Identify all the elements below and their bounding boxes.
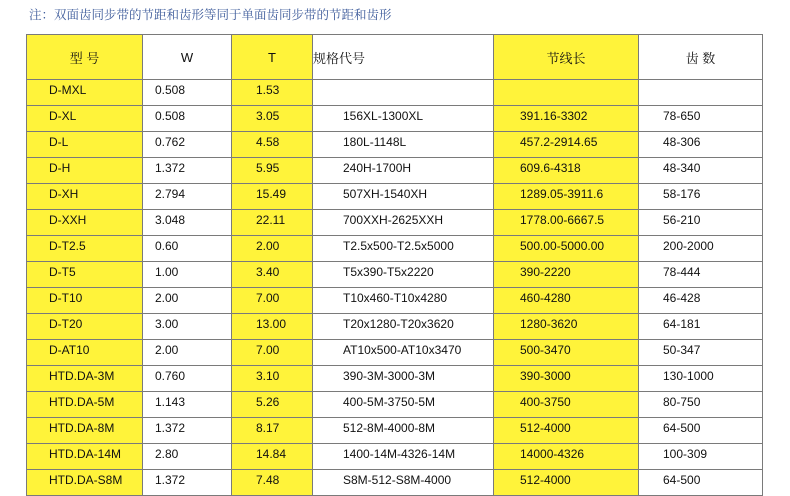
cell-model: D-XL (27, 106, 143, 132)
cell-teeth: 64-500 (639, 470, 763, 496)
cell-spec: 512-8M-4000-8M (313, 418, 494, 444)
cell-spec: 156XL-1300XL (313, 106, 494, 132)
table-row (27, 236, 763, 262)
table-row (27, 444, 763, 470)
cell-pitch-length: 390-3000 (494, 366, 639, 392)
table-row (27, 314, 763, 340)
cell-pitch-length: 1289.05-3911.6 (494, 184, 639, 210)
cell-w: 2.794 (143, 184, 232, 210)
cell-t: 7.00 (232, 288, 313, 314)
header-pitch-length: 节线长 (494, 35, 639, 80)
cell-teeth: 64-181 (639, 314, 763, 340)
cell-pitch-length: 1778.00-6667.5 (494, 210, 639, 236)
cell-spec: 180L-1148L (313, 132, 494, 158)
cell-w: 3.00 (143, 314, 232, 340)
cell-teeth: 46-428 (639, 288, 763, 314)
table-row (27, 262, 763, 288)
cell-w: 0.508 (143, 106, 232, 132)
table-header-row (27, 35, 763, 80)
cell-spec: T2.5x500-T2.5x5000 (313, 236, 494, 262)
cell-pitch-length: 390-2220 (494, 262, 639, 288)
cell-w: 0.60 (143, 236, 232, 262)
cell-spec: 240H-1700H (313, 158, 494, 184)
header-t: T (232, 35, 313, 80)
cell-spec: 507XH-1540XH (313, 184, 494, 210)
cell-spec: 1400-14M-4326-14M (313, 444, 494, 470)
cell-w: 1.143 (143, 392, 232, 418)
cell-model: HTD.DA-3M (27, 366, 143, 392)
cell-teeth: 50-347 (639, 340, 763, 366)
cell-teeth: 64-500 (639, 418, 763, 444)
table-row (27, 106, 763, 132)
cell-model: D-T20 (27, 314, 143, 340)
cell-pitch-length: 500.00-5000.00 (494, 236, 639, 262)
table-row (27, 132, 763, 158)
cell-teeth (639, 80, 763, 106)
cell-pitch-length: 512-4000 (494, 418, 639, 444)
cell-t: 3.10 (232, 366, 313, 392)
cell-spec: AT10x500-AT10x3470 (313, 340, 494, 366)
cell-teeth: 48-306 (639, 132, 763, 158)
cell-pitch-length: 14000-4326 (494, 444, 639, 470)
cell-model: D-T10 (27, 288, 143, 314)
cell-t: 2.00 (232, 236, 313, 262)
cell-pitch-length: 512-4000 (494, 470, 639, 496)
cell-pitch-length: 391.16-3302 (494, 106, 639, 132)
table-row (27, 80, 763, 106)
cell-w: 1.00 (143, 262, 232, 288)
cell-pitch-length (494, 80, 639, 106)
table-row (27, 366, 763, 392)
header-spec: 规格代号 (313, 35, 494, 80)
cell-t: 7.48 (232, 470, 313, 496)
cell-teeth: 80-750 (639, 392, 763, 418)
cell-model: D-H (27, 158, 143, 184)
table-row (27, 418, 763, 444)
cell-t: 1.53 (232, 80, 313, 106)
cell-model: D-XH (27, 184, 143, 210)
cell-teeth: 48-340 (639, 158, 763, 184)
cell-t: 5.26 (232, 392, 313, 418)
cell-model: D-T2.5 (27, 236, 143, 262)
cell-model: HTD.DA-5M (27, 392, 143, 418)
cell-model: D-L (27, 132, 143, 158)
table-row (27, 158, 763, 184)
cell-pitch-length: 609.6-4318 (494, 158, 639, 184)
cell-t: 13.00 (232, 314, 313, 340)
table-note: 注：双面齿同步带的节距和齿形等同于单面齿同步带的节距和齿形 (29, 7, 392, 22)
table-row (27, 184, 763, 210)
cell-t: 22.11 (232, 210, 313, 236)
cell-teeth: 58-176 (639, 184, 763, 210)
cell-pitch-length: 457.2-2914.65 (494, 132, 639, 158)
cell-t: 15.49 (232, 184, 313, 210)
cell-teeth: 78-650 (639, 106, 763, 132)
cell-model: D-T5 (27, 262, 143, 288)
cell-teeth: 78-444 (639, 262, 763, 288)
cell-t: 4.58 (232, 132, 313, 158)
table-row (27, 288, 763, 314)
cell-spec: T20x1280-T20x3620 (313, 314, 494, 340)
cell-w: 1.372 (143, 470, 232, 496)
cell-w: 1.372 (143, 418, 232, 444)
table-row (27, 392, 763, 418)
cell-pitch-length: 400-3750 (494, 392, 639, 418)
cell-spec: 700XXH-2625XXH (313, 210, 494, 236)
header-model: 型 号 (27, 35, 143, 80)
cell-model: HTD.DA-14M (27, 444, 143, 470)
cell-spec: T5x390-T5x2220 (313, 262, 494, 288)
table-row (27, 470, 763, 496)
cell-model: HTD.DA-S8M (27, 470, 143, 496)
cell-t: 3.05 (232, 106, 313, 132)
cell-pitch-length: 1280-3620 (494, 314, 639, 340)
cell-w: 0.508 (143, 80, 232, 106)
table-row (27, 210, 763, 236)
cell-model: D-XXH (27, 210, 143, 236)
cell-pitch-length: 500-3470 (494, 340, 639, 366)
cell-spec: T10x460-T10x4280 (313, 288, 494, 314)
cell-w: 2.80 (143, 444, 232, 470)
cell-t: 14.84 (232, 444, 313, 470)
cell-teeth: 130-1000 (639, 366, 763, 392)
cell-t: 5.95 (232, 158, 313, 184)
header-teeth: 齿 数 (639, 35, 763, 80)
timing-belt-spec-table (26, 34, 763, 496)
header-w: W (143, 35, 232, 80)
cell-w: 1.372 (143, 158, 232, 184)
cell-w: 0.762 (143, 132, 232, 158)
cell-t: 7.00 (232, 340, 313, 366)
table-row (27, 340, 763, 366)
cell-model: D-AT10 (27, 340, 143, 366)
cell-spec (313, 80, 494, 106)
cell-pitch-length: 460-4280 (494, 288, 639, 314)
cell-spec: S8M-512-S8M-4000 (313, 470, 494, 496)
cell-spec: 390-3M-3000-3M (313, 366, 494, 392)
cell-w: 3.048 (143, 210, 232, 236)
cell-spec: 400-5M-3750-5M (313, 392, 494, 418)
cell-model: HTD.DA-8M (27, 418, 143, 444)
cell-w: 2.00 (143, 340, 232, 366)
cell-model: D-MXL (27, 80, 143, 106)
cell-teeth: 56-210 (639, 210, 763, 236)
cell-w: 0.760 (143, 366, 232, 392)
cell-teeth: 200-2000 (639, 236, 763, 262)
cell-teeth: 100-309 (639, 444, 763, 470)
cell-t: 8.17 (232, 418, 313, 444)
cell-w: 2.00 (143, 288, 232, 314)
cell-t: 3.40 (232, 262, 313, 288)
